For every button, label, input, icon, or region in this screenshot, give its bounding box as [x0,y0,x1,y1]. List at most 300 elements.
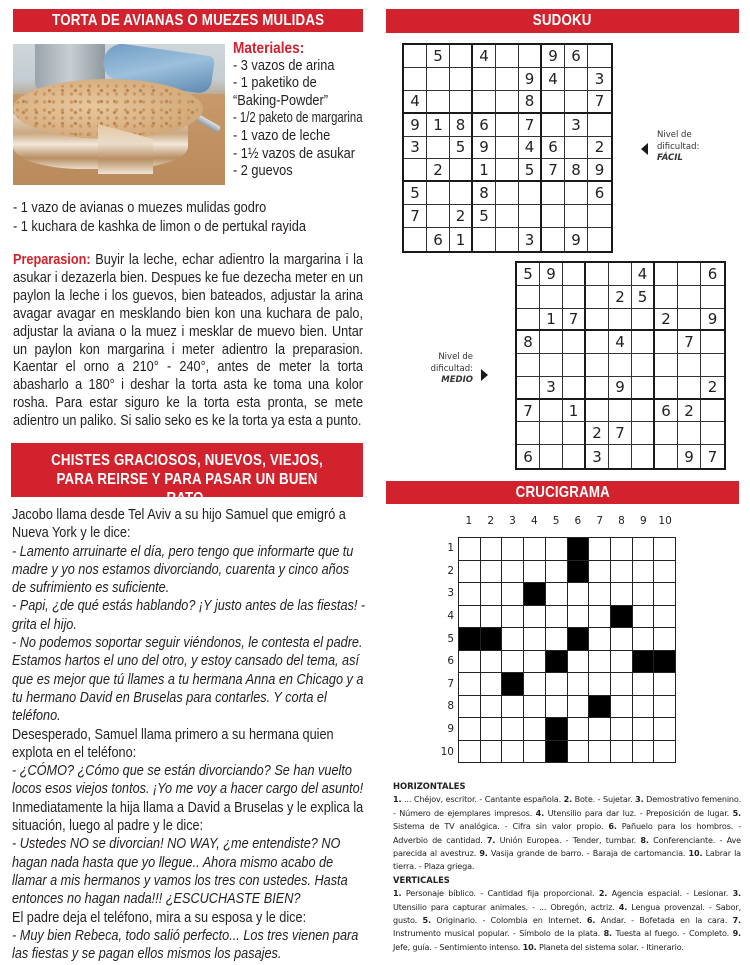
sudoku-cell[interactable] [517,309,540,332]
sudoku-cell[interactable] [588,228,611,251]
sudoku-cell[interactable] [632,445,655,468]
sudoku-cell[interactable] [427,137,450,160]
sudoku-cell[interactable] [450,68,473,91]
crossword-cell[interactable] [481,718,503,741]
sudoku-cell[interactable] [655,377,678,400]
clue-number: 10. [522,941,537,952]
crossword-cell[interactable] [481,583,503,606]
crossword-cell[interactable] [524,628,546,651]
sudoku-cell[interactable] [540,331,563,354]
crossword-cell[interactable] [502,583,524,606]
clue-text: Tuesta al fuego. - Completo. [612,928,733,939]
sudoku-cell[interactable]: 9 [609,377,632,400]
crossword-cell[interactable] [481,696,503,719]
crossword-cell[interactable] [654,606,676,629]
sudoku-cell[interactable] [655,422,678,445]
crossword-cell[interactable] [546,606,568,629]
crossword-cell[interactable] [654,673,676,696]
sudoku-cell[interactable] [632,354,655,377]
clue-text: Labrar la tierra. - Plaza griega. [393,848,741,872]
preparation-title: Preparasion: [13,252,91,268]
clue-text: Andar. - Bofetada en la cara. [595,915,733,926]
crossword-cell[interactable] [589,741,611,764]
cake-photo [13,44,225,185]
sudoku-cell[interactable] [542,228,565,251]
crossword-clues [393,780,741,954]
sudoku-cell[interactable]: 9 [404,114,427,137]
sudoku-cell[interactable]: 4 [632,263,655,286]
crossword-cell[interactable] [654,583,676,606]
crossword-cell[interactable] [568,741,590,764]
sudoku-cell[interactable] [496,228,519,251]
sudoku-cell[interactable] [496,91,519,114]
sudoku-cell[interactable]: 3 [519,228,542,251]
sudoku-cell[interactable] [473,91,496,114]
sudoku-cell[interactable]: 9 [701,309,724,332]
sudoku-cell[interactable] [609,400,632,423]
sudoku-cell[interactable]: 9 [678,445,701,468]
sudoku-cell[interactable] [517,422,540,445]
clue-number: 6. [586,915,596,926]
sudoku-cell[interactable] [586,309,609,332]
sudoku-cell[interactable] [496,68,519,91]
crossword-black-cell [546,741,568,764]
clue-number: 3. [732,888,741,899]
sudoku-cell[interactable] [655,286,678,309]
crossword-cell[interactable] [459,606,481,629]
sudoku-cell[interactable]: 5 [450,137,473,160]
crossword-cell[interactable] [633,741,655,764]
sudoku-cell[interactable] [609,354,632,377]
sudoku-cell[interactable]: 6 [655,400,678,423]
crossword-row-number: 2 [447,564,454,577]
crossword-cell[interactable] [633,718,655,741]
crossword-black-cell [459,628,481,651]
crossword-black-cell [654,651,676,674]
sudoku-cell[interactable] [678,309,701,332]
sudoku-cell[interactable]: 4 [519,137,542,160]
sudoku-cell[interactable] [563,286,586,309]
crossword-cell[interactable] [502,741,524,764]
sudoku-cell[interactable] [701,422,724,445]
joke-paragraph: El padre deja el teléfono, mira a su esposa y le dice: [12,909,307,926]
crossword-cell[interactable] [654,718,676,741]
sudoku-cell[interactable] [655,445,678,468]
sudoku-cell[interactable]: 6 [701,263,724,286]
sudoku-cell[interactable]: 2 [655,309,678,332]
crossword-cell[interactable] [502,651,524,674]
sudoku-cell[interactable] [609,309,632,332]
sudoku-cell[interactable]: 7 [678,331,701,354]
sudoku-cell[interactable] [586,331,609,354]
sudoku-cell[interactable]: 4 [542,68,565,91]
sudoku-cell[interactable] [678,422,701,445]
crossword-column-number: 1 [465,515,473,527]
sudoku-cell[interactable] [450,159,473,182]
clue-text: Utensilio para capturar animales. - ... Obregón, actriz. [393,901,619,912]
crossword-cell[interactable] [654,538,676,561]
sudoku-cell[interactable]: 4 [404,91,427,114]
sudoku-cell[interactable] [450,45,473,68]
crossword-cell[interactable] [633,696,655,719]
crossword-header [386,481,739,504]
sudoku-cell[interactable]: 8 [519,91,542,114]
sudoku-cell[interactable]: 6 [542,137,565,160]
crossword-cell[interactable] [611,651,633,674]
crossword-cell[interactable] [568,606,590,629]
sudoku-cell[interactable] [404,228,427,251]
sudoku-cell[interactable] [517,377,540,400]
crossword-cell[interactable] [524,561,546,584]
sudoku-cell[interactable] [404,45,427,68]
clue-number: 8. [640,834,649,845]
clue-number: 4. [535,807,545,818]
crossword-cell[interactable] [502,696,524,719]
sudoku-cell[interactable]: 3 [588,68,611,91]
clue-text: Utensilio para dar luz. - Preposición de lugar. [544,807,733,818]
sudoku-cell[interactable] [427,182,450,205]
sudoku-cell[interactable]: 9 [565,228,588,251]
sudoku-cell[interactable] [517,286,540,309]
crossword-cell[interactable] [481,606,503,629]
difficulty-level: MEDIO [441,375,473,385]
sudoku-cell[interactable] [655,354,678,377]
sudoku-cell[interactable]: 2 [678,400,701,423]
sudoku-cell[interactable]: 7 [404,205,427,228]
sudoku-cell[interactable] [563,263,586,286]
sudoku-cell[interactable] [563,331,586,354]
crossword-cell[interactable] [546,696,568,719]
sudoku-cell[interactable] [473,68,496,91]
sudoku-cell[interactable] [678,286,701,309]
difficulty-label-line2: dificultad: [430,363,473,374]
crossword-row-number: 8 [447,700,454,713]
crossword-title: CRUCIGRAMA [515,484,610,501]
crossword-row-number: 7 [447,677,454,690]
crossword-cell[interactable] [524,718,546,741]
crossword-column-number: 2 [487,515,495,527]
material-item: - 1/2 paketo de margarina [233,110,363,127]
crossword-cell[interactable] [459,718,481,741]
crossword-black-cell [568,538,590,561]
sudoku-cell[interactable] [588,114,611,137]
crossword-cell[interactable] [589,651,611,674]
sudoku-cell[interactable] [655,263,678,286]
crossword-row-number: 4 [447,610,454,623]
sudoku-cell[interactable] [496,114,519,137]
sudoku-cell[interactable]: 1 [450,228,473,251]
sudoku-cell[interactable]: 6 [517,445,540,468]
clue-text: Pañuelo para los hombros. - Adverbio de cantidad. [393,821,741,845]
sudoku-cell[interactable] [565,182,588,205]
crossword-cell[interactable] [502,538,524,561]
clue-number: 8. [603,928,612,939]
sudoku-cell[interactable]: 6 [565,45,588,68]
sudoku-cell[interactable]: 2 [450,205,473,228]
sudoku-cell[interactable] [586,377,609,400]
sudoku-cell[interactable]: 1 [427,114,450,137]
crossword-black-cell [546,651,568,674]
sudoku-cell[interactable] [586,263,609,286]
sudoku-cell[interactable]: 7 [542,159,565,182]
sudoku-cell[interactable] [519,45,542,68]
crossword-black-cell [546,718,568,741]
sudoku-cell[interactable]: 2 [586,422,609,445]
sudoku-cell[interactable] [496,137,519,160]
crossword-cell[interactable] [524,651,546,674]
sudoku-cell[interactable]: 5 [632,286,655,309]
sudoku-cell[interactable]: 8 [565,159,588,182]
clue-text: Sistema de TV analógica. - Cifra sin valor propio. [393,821,609,832]
sudoku-cell[interactable] [542,114,565,137]
sudoku-cell[interactable] [496,45,519,68]
sudoku-cell[interactable] [540,286,563,309]
sudoku-cell[interactable] [450,91,473,114]
sudoku-cell[interactable]: 7 [519,114,542,137]
sudoku-cell[interactable] [540,400,563,423]
sudoku-cell[interactable] [701,331,724,354]
sudoku-cell[interactable]: 1 [563,400,586,423]
sudoku-cell[interactable]: 8 [450,114,473,137]
crossword-cell[interactable] [481,651,503,674]
crossword-cell[interactable] [481,673,503,696]
clue-text: Planeta del sistema solar. - Itinerario. [536,941,684,952]
sudoku-cell[interactable]: 9 [473,137,496,160]
sudoku-cell[interactable] [586,354,609,377]
sudoku-cell[interactable] [565,91,588,114]
sudoku-cell[interactable] [540,354,563,377]
sudoku-cell[interactable] [540,422,563,445]
sudoku-cell[interactable] [427,205,450,228]
crossword-cell[interactable] [589,561,611,584]
crossword-cell[interactable] [502,718,524,741]
crossword-cell[interactable] [568,718,590,741]
sudoku-cell[interactable]: 2 [609,286,632,309]
sudoku-cell[interactable]: 1 [473,159,496,182]
sudoku-cell[interactable] [609,263,632,286]
crossword-black-cell [589,696,611,719]
materials-title: Materiales: [233,40,305,57]
crossword-cell[interactable] [546,673,568,696]
crossword-cell[interactable] [546,538,568,561]
crossword-cell[interactable] [524,696,546,719]
crossword-cell[interactable] [611,718,633,741]
crossword-cell[interactable] [502,628,524,651]
sudoku-cell[interactable]: 6 [427,228,450,251]
materials-list [233,40,368,181]
crossword-cell[interactable] [654,561,676,584]
crossword-cell[interactable] [459,561,481,584]
crossword-cell[interactable] [568,696,590,719]
crossword-cell[interactable] [589,606,611,629]
crossword-cell[interactable] [633,561,655,584]
sudoku-cell[interactable] [609,445,632,468]
crossword-cell[interactable] [568,673,590,696]
sudoku-cell[interactable] [678,377,701,400]
crossword-cell[interactable] [546,583,568,606]
sudoku-cell[interactable]: 5 [427,45,450,68]
sudoku-cell[interactable] [496,182,519,205]
sudoku-cell[interactable] [563,354,586,377]
sudoku-cell[interactable] [563,422,586,445]
crossword-column-number: 8 [618,515,625,527]
sudoku-cell[interactable]: 7 [609,422,632,445]
sudoku-cell[interactable] [563,445,586,468]
sudoku-cell[interactable] [632,422,655,445]
sudoku-cell[interactable] [586,286,609,309]
sudoku-cell[interactable]: 7 [588,91,611,114]
sudoku-cell[interactable] [588,205,611,228]
sudoku-cell[interactable] [404,68,427,91]
sudoku-cell[interactable] [427,91,450,114]
sudoku-cell[interactable] [565,205,588,228]
sudoku-cell[interactable]: 3 [565,114,588,137]
sudoku-cell[interactable]: 3 [586,445,609,468]
sudoku-cell[interactable] [701,400,724,423]
sudoku-cell[interactable]: 1 [540,309,563,332]
crossword-cell[interactable] [481,538,503,561]
sudoku-cell[interactable]: 8 [517,331,540,354]
sudoku-cell[interactable] [404,159,427,182]
crossword-cell[interactable] [654,741,676,764]
crossword-cell[interactable] [633,583,655,606]
material-item: - 2 guevos [233,163,293,180]
sudoku-cell[interactable] [701,286,724,309]
crossword-cell[interactable] [611,628,633,651]
sudoku-cell[interactable]: 5 [519,159,542,182]
sudoku-cell[interactable]: 9 [519,68,542,91]
sudoku-cell[interactable] [496,159,519,182]
crossword-cell[interactable] [459,673,481,696]
crossword-cell[interactable] [524,538,546,561]
sudoku-cell[interactable]: 4 [473,45,496,68]
sudoku-cell[interactable] [542,182,565,205]
crossword-cell[interactable] [459,651,481,674]
sudoku-cell[interactable]: 4 [609,331,632,354]
sudoku-cell[interactable] [632,331,655,354]
sudoku-cell[interactable] [517,354,540,377]
crossword-cell[interactable] [589,583,611,606]
crossword-cell[interactable] [524,741,546,764]
sudoku-cell[interactable] [632,309,655,332]
crossword-cell[interactable] [589,673,611,696]
crossword-cell[interactable] [459,538,481,561]
sudoku-title: SUDOKU [533,12,592,29]
sudoku-cell[interactable]: 6 [588,182,611,205]
crossword-cell[interactable] [654,696,676,719]
crossword-cell[interactable] [568,651,590,674]
crossword-cell[interactable] [459,741,481,764]
sudoku-cell[interactable]: 5 [473,205,496,228]
crossword-cell[interactable] [546,628,568,651]
jokes-title-line2: PARA REIRSE Y PARA PASAR UN BUEN RATO. [56,471,318,507]
sudoku-cell[interactable]: 8 [473,182,496,205]
sudoku-cell[interactable]: 3 [540,377,563,400]
crossword-cell[interactable] [589,718,611,741]
sudoku-cell[interactable]: 7 [563,309,586,332]
sudoku-cell[interactable]: 6 [473,114,496,137]
joke-paragraph: Jacobo llama desde Tel Aviv a su hijo Samuel que emigró a Nueva York y le dice: [12,507,346,542]
crossword-black-cell [481,628,503,651]
sudoku-cell[interactable] [701,354,724,377]
sudoku-cell[interactable]: 2 [701,377,724,400]
crossword-grid [458,537,676,763]
sudoku-cell[interactable]: 5 [517,263,540,286]
joke-paragraph: Desesperado, Samuel llama primero a su hermana quien explota en el teléfono: [12,726,334,761]
crossword-black-cell [568,628,590,651]
crossword-cell[interactable] [481,741,503,764]
sudoku-cell[interactable] [450,182,473,205]
crossword-cell[interactable] [611,583,633,606]
crossword-cell[interactable] [524,606,546,629]
sudoku-cell[interactable]: 2 [588,137,611,160]
crossword-cell[interactable] [459,696,481,719]
crossword-black-cell [633,651,655,674]
sudoku-cell[interactable] [473,228,496,251]
crossword-cell[interactable] [589,538,611,561]
crossword-cell[interactable] [633,606,655,629]
sudoku-cell[interactable]: 2 [427,159,450,182]
sudoku-cell[interactable]: 9 [588,159,611,182]
sudoku-cell[interactable] [678,354,701,377]
sudoku-cell[interactable] [542,91,565,114]
sudoku-cell[interactable] [678,263,701,286]
sudoku-cell[interactable]: 7 [517,400,540,423]
crossword-cell[interactable] [568,583,590,606]
sudoku-cell[interactable]: 9 [542,45,565,68]
sudoku-cell[interactable] [540,445,563,468]
sudoku-cell[interactable] [588,45,611,68]
crossword-row-numbers [436,537,454,763]
crossword-cell[interactable] [611,561,633,584]
sudoku-cell[interactable] [565,68,588,91]
sudoku-cell[interactable]: 7 [707,447,718,466]
crossword-cell[interactable] [654,628,676,651]
verticales-clues [393,887,741,954]
crossword-cell[interactable] [611,696,633,719]
sudoku-cell[interactable]: 9 [540,263,563,286]
sudoku-cell[interactable] [519,205,542,228]
sudoku-cell[interactable] [427,68,450,91]
sudoku-cell[interactable] [632,400,655,423]
crossword-cell[interactable] [611,538,633,561]
crossword-cell[interactable] [633,628,655,651]
sudoku-cell[interactable] [565,137,588,160]
sudoku-cell[interactable] [519,182,542,205]
crossword-cell[interactable] [611,741,633,764]
sudoku-cell[interactable] [496,205,519,228]
crossword-cell[interactable] [524,673,546,696]
sudoku-cell[interactable] [655,331,678,354]
sudoku-cell[interactable]: 3 [404,137,427,160]
sudoku-cell[interactable] [632,377,655,400]
crossword-cell[interactable] [502,561,524,584]
crossword-cell[interactable] [611,673,633,696]
crossword-cell[interactable] [481,561,503,584]
crossword-row-number: 5 [447,632,454,645]
material-item: “Baking-Powder” [233,92,329,109]
crossword-cell[interactable] [546,561,568,584]
crossword-cell[interactable] [633,673,655,696]
sudoku-cell[interactable] [542,205,565,228]
crossword-cell[interactable] [589,628,611,651]
sudoku-cell[interactable] [563,377,586,400]
crossword-cell[interactable] [502,606,524,629]
crossword-cell[interactable] [459,583,481,606]
sudoku-cell[interactable]: 5 [404,182,427,205]
sudoku-cell[interactable] [586,400,609,423]
crossword-cell[interactable] [633,538,655,561]
